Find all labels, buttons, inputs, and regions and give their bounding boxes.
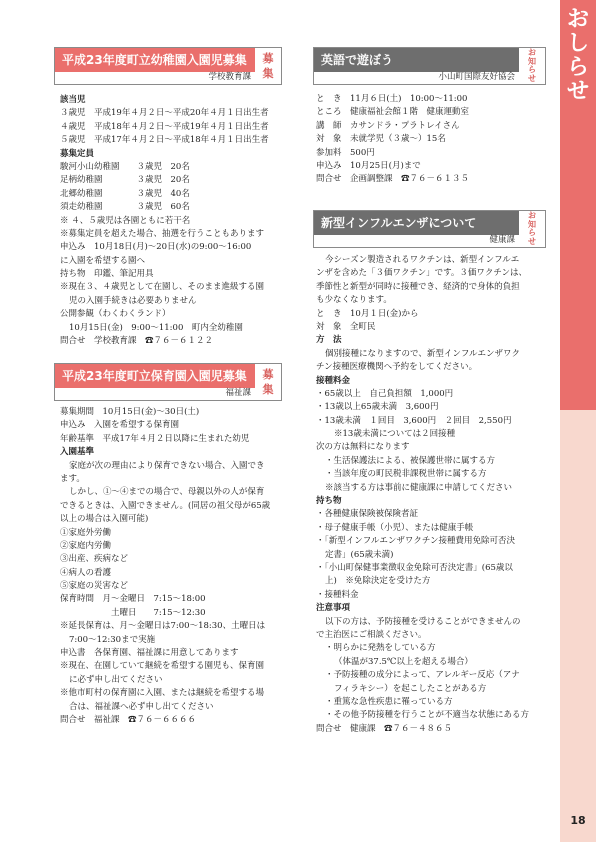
text-line: 駿河小山幼稚園 ３歳児 20名 [60,161,190,172]
text-line: ・「小山町保健事業徴収金免除可否決定書」(65歳以 [316,562,513,573]
text-line: 募集期間 10月15日(金)～30日(土) [60,407,200,417]
text-line: に入園を希望する園へ [60,255,146,266]
text-line: 足柄幼稚園 ３歳児 20名 [60,175,190,186]
text-line: 講 師 カサンドラ・プラトレイさん [316,120,460,131]
text-line: 10月15日(金) 9:00～11:00 町内全幼稚園 [69,322,243,333]
badge-char: 知 [528,56,536,66]
text-line: ※現在３、４歳児として在園し、そのまま進級する園 [60,282,265,293]
text-line: ・重篤な急性疾患に罹っている方 [325,696,453,707]
section-badge [519,48,545,85]
badge-char: 募 [262,368,274,381]
english-header [313,47,546,85]
text-line: ※ ４、５歳児は各園ともに若干名 [60,215,191,226]
text-line: 須走幼稚園 ３歳児 60名 [60,202,190,213]
text-line: 対 象 全町民 [316,321,376,332]
kindergarten-body [60,94,286,348]
text-line: ・「新型インフルエンザワクチン接種費用免除可否決 [316,536,515,547]
text-line: ・13歳以上65歳未満 3,600円 [316,402,439,413]
flu-header [313,210,546,248]
badge-char: 集 [262,383,274,396]
text-line: ます。 [60,473,85,484]
text-line: 年齢基準 平成17年４月２日以降に生まれた幼児 [60,433,250,444]
text-line: ※他市町村の保育園に入園、または継続を希望する場 [60,688,265,699]
text-line: ・予防接種の成分によって、アレルギー反応（アナ [325,670,520,681]
badge-char: お [528,48,536,57]
text-line: ②家庭内労働 [60,540,112,551]
text-line: 募集定員 [60,148,95,159]
text-line: 北郷幼稚園 ３歳児 40名 [60,188,190,199]
text-line: ンザを含めた「３価ワクチン」です。３価ワクチンは、 [316,268,527,279]
text-line: ・13歳未満 １回目 3,600円 ２回目 2,550円 [316,415,512,426]
nursery-body [60,406,286,727]
text-line: 持ち物 印鑑、筆記用具 [60,269,154,280]
text-line: 家庭が次の理由により保育できない場合、入園でき [69,460,265,471]
text-line: 参加料 500円 [316,147,375,158]
section-department: 福祉課 [225,388,251,398]
section-badge [255,48,281,87]
badge-char: せ [528,73,536,83]
sidebar-title-char: ら [566,55,589,80]
text-line: チン接種医療機関へ予約をしてください。 [316,362,478,373]
text-line: 申込書 各保育園、福祉課に用意してあります [60,648,239,659]
text-line: 7:00～12:30まで実施 [69,634,156,645]
text-line: 児の入園手続きは必要ありません [69,295,197,306]
text-line: 問合せ 健康課 ☎７６－４８６５ [316,723,453,734]
badge-char: お [528,211,536,220]
section-badge [519,211,545,248]
text-line: ５歳児 平成17年４月２日～平成18年４月１日出生者 [60,135,269,146]
text-line: 定書」(65歳未満) [325,549,394,560]
text-line: 今シーズン製造されるワクチンは、新型インフルエ [325,255,520,265]
sidebar-header-band [560,0,596,410]
sidebar-title-char: せ [566,79,589,104]
text-line: できるときは、入園できません。(同居の祖父母が65歳 [60,500,271,511]
kindergarten-header [54,47,282,85]
badge-char: ら [528,65,536,74]
text-line: 該当児 [60,95,86,105]
text-line: 個別接種になりますので、新型インフルエンザワク [325,348,520,359]
flu-body [316,254,548,736]
text-line: と き 10月１日(金)から [316,308,419,319]
sidebar-title-char: し [566,31,589,56]
text-line: 申込み 10月18日(月)～20日(水)の9:00～16:00 [60,242,252,253]
text-line: ・その他予防接種を行うことが不適当な状態にある方 [325,710,530,721]
nursery-header [54,363,282,401]
text-line: フィラキシー）を起こしたことがある方 [334,683,487,694]
text-line: 持ち物 [316,496,342,507]
section-title: 平成23年度町立幼稚園入園児募集 [55,48,255,72]
sidebar [560,0,596,842]
text-line: 接種料金 [316,375,351,386]
page-number: 18 [570,814,586,827]
section-title: 新型インフルエンザについて [314,211,519,235]
section-title: 英語で遊ぼう [314,48,519,72]
section-department: 健康課 [489,235,515,245]
text-line: ・生活保護法による、被保護世帯に属する方 [325,455,496,466]
text-line: ・当該年度の町民税非課税世帯に属する方 [325,469,487,480]
text-line: ※募集定員を超えた場合、抽選を行うこともあります [60,228,265,239]
text-line: ※13歳未満については２回接種 [334,429,456,440]
text-line: 上) ※免除決定を受けた方 [325,576,431,587]
text-line: ４歳児 平成18年４月２日～平成19年４月１日出生者 [60,121,269,132]
text-line: に必ず申し出てください [69,674,163,685]
section-department: 小山町国際友好協会 [438,72,515,82]
badge-char: せ [528,236,536,246]
section-title: 平成23年度町立保育園入園児募集 [55,364,255,388]
text-line: ・接種料金 [316,589,359,600]
text-line: ※延長保育は、月～金曜日は7:00～18:30、土曜日は [60,621,266,632]
text-line: ①家庭外労働 [60,527,112,538]
text-line: 次の方は無料になります [316,442,410,453]
text-line: 問合せ 学校教育課 ☎７６－６１２２ [60,336,214,347]
text-line: ⑤家庭の災害など [60,581,129,592]
text-line: 申込み 入園を希望する保育園 [60,420,180,431]
section-badge [255,364,281,403]
text-line: 注意事項 [316,603,351,614]
text-line: ※該当する方は事前に健康課に申請してください [325,482,513,493]
sidebar-title-char: お [566,7,589,32]
english-body [316,93,548,187]
text-line: で主治医にご相談ください。 [316,629,427,640]
text-line: 問合せ 企画調整課 ☎７６－６１３５ [316,174,470,185]
text-line: ④病人の看護 [60,567,112,578]
text-line: ３歳児 平成19年４月２日～平成20年４月１日出生者 [60,108,269,119]
badge-char: 集 [262,67,274,80]
text-line: 土曜日 7:15～12:30 [60,607,206,618]
text-line: ・母子健康手帳（小児）、または健康手帳 [316,522,474,533]
text-line: ・各種健康保険被保険者証 [316,509,419,520]
text-line: も少なくなります。 [316,295,392,306]
text-line: 公開参観（わくわくランド） [60,309,171,320]
text-line: 方 法 [316,335,342,346]
text-line: ③出産、疾病など [60,554,129,565]
text-line: 保育時間 月～金曜日 7:15～18:00 [60,594,206,605]
text-line: 以下の方は、予防接種を受けることができませんの [325,616,521,627]
badge-char: 募 [262,52,274,65]
text-line: （体温が37.5℃以上を超える場合） [334,656,473,667]
text-line: 合は、福祉課へ必ず申し出てください [69,701,214,712]
text-line: 入園基準 [60,447,95,458]
text-line: ところ 健康福祉会館１階 健康運動室 [316,107,470,118]
text-line: 申込み 10月25日(月)まで [316,160,421,171]
text-line: 季節性と新型が同時に接種でき、経済的で身体的負担 [316,281,520,292]
badge-char: ら [528,228,536,237]
text-line: と き 11月６日(土) 10:00～11:00 [316,94,468,104]
text-line: ・65歳以上 自己負担額 1,000円 [316,388,454,399]
text-line: 以上の場合は入園可能) [60,514,149,525]
text-line: ・明らかに発熱をしている方 [325,643,436,654]
text-line: ※現在、在園していて継続を希望する園児も、保育園 [60,661,265,672]
sidebar-title [560,8,596,104]
section-department: 学校教育課 [208,72,251,82]
text-line: 問合せ 福祉課 ☎７６－６６６６ [60,714,197,725]
text-line: 対 象 未就学児（３歳～）15名 [316,134,446,145]
text-line: しかし、①～④までの場合で、母親以外の人が保育 [69,487,265,498]
badge-char: 知 [528,219,536,229]
